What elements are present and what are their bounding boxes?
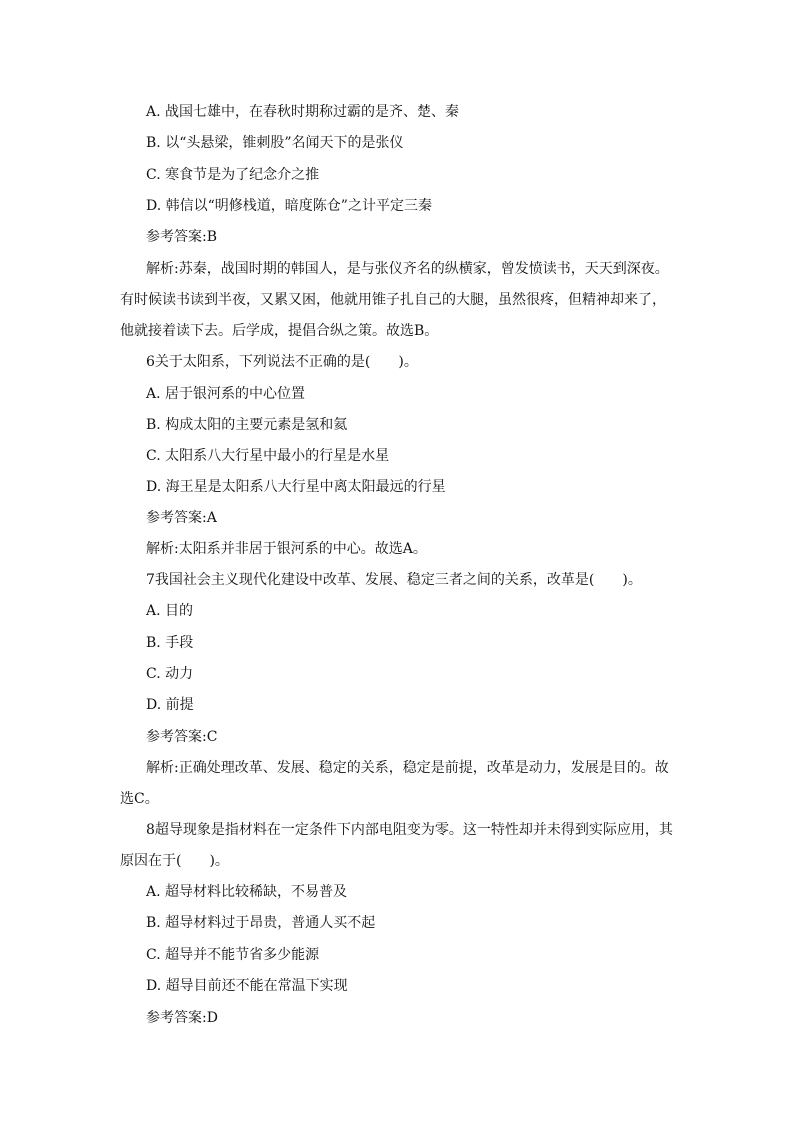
q7-answer: 参考答案:C: [146, 729, 218, 745]
q5-analysis-line-3: 他就接着读下去。后学成，提倡合纵之策。故选B。: [120, 323, 439, 339]
q7-option-b: B. 手段: [146, 635, 194, 651]
q5-option-a: A. 战国七雄中，在春秋时期称过霸的是齐、楚、秦: [146, 104, 460, 120]
q5-analysis-line-1: 解析:苏秦，战国时期的韩国人，是与张仪齐名的纵横家，曾发愤读书，天天到深夜。: [146, 261, 669, 277]
q8-option-a: A. 超导材料比较稀缺，不易普及: [146, 884, 348, 900]
q5-option-b: B. 以“头悬梁，锥刺股”名闻天下的是张仪: [146, 135, 404, 151]
q7-option-d: D. 前提: [146, 697, 194, 713]
q5-answer: 参考答案:B: [146, 229, 218, 245]
q8-question-line-1: 8超导现象是指材料在一定条件下内部电阻变为零。这一特性却并未得到实际应用，其: [146, 822, 673, 838]
q6-answer: 参考答案:A: [146, 510, 217, 526]
q5-analysis-line-2: 有时候读书读到半夜，又累又困，他就用锥子扎自己的大腿，虽然很疼，但精神却来了，: [120, 292, 666, 308]
q6-option-c: C. 太阳系八大行星中最小的行星是水星: [146, 448, 390, 464]
q8-answer: 参考答案:D: [146, 1010, 218, 1026]
q6-option-b: B. 构成太阳的主要元素是氢和氦: [146, 417, 348, 433]
q5-option-c: C. 寒食节是为了纪念介之推: [146, 167, 320, 183]
q5-option-d: D. 韩信以“明修栈道，暗度陈仓”之计平定三秦: [146, 198, 432, 214]
q8-option-c: C. 超导并不能节省多少能源: [146, 947, 320, 963]
q8-option-d: D. 超导目前还不能在常温下实现: [146, 978, 348, 994]
q8-option-b: B. 超导材料过于昂贵，普通人买不起: [146, 915, 376, 931]
q7-option-c: C. 动力: [146, 666, 194, 682]
q7-analysis-line-2: 选C。: [120, 791, 159, 807]
q7-option-a: A. 目的: [146, 603, 194, 619]
q6-option-d: D. 海王星是太阳系八大行星中离太阳最远的行星: [146, 479, 446, 495]
q6-option-a: A. 居于银河系的中心位置: [146, 386, 306, 402]
q7-question: 7我国社会主义现代化建设中改革、发展、稳定三者之间的关系，改革是( )。: [146, 572, 642, 588]
q8-question-line-2: 原因在于( )。: [120, 853, 229, 869]
q7-analysis-line-1: 解析:正确处理改革、发展、稳定的关系，稳定是前提，改革是动力，发展是目的。故: [146, 760, 669, 776]
q6-analysis-line-1: 解析:太阳系并非居于银河系的中心。故选A。: [146, 541, 427, 557]
q6-question: 6关于太阳系，下列说法不正确的是( )。: [146, 354, 418, 370]
